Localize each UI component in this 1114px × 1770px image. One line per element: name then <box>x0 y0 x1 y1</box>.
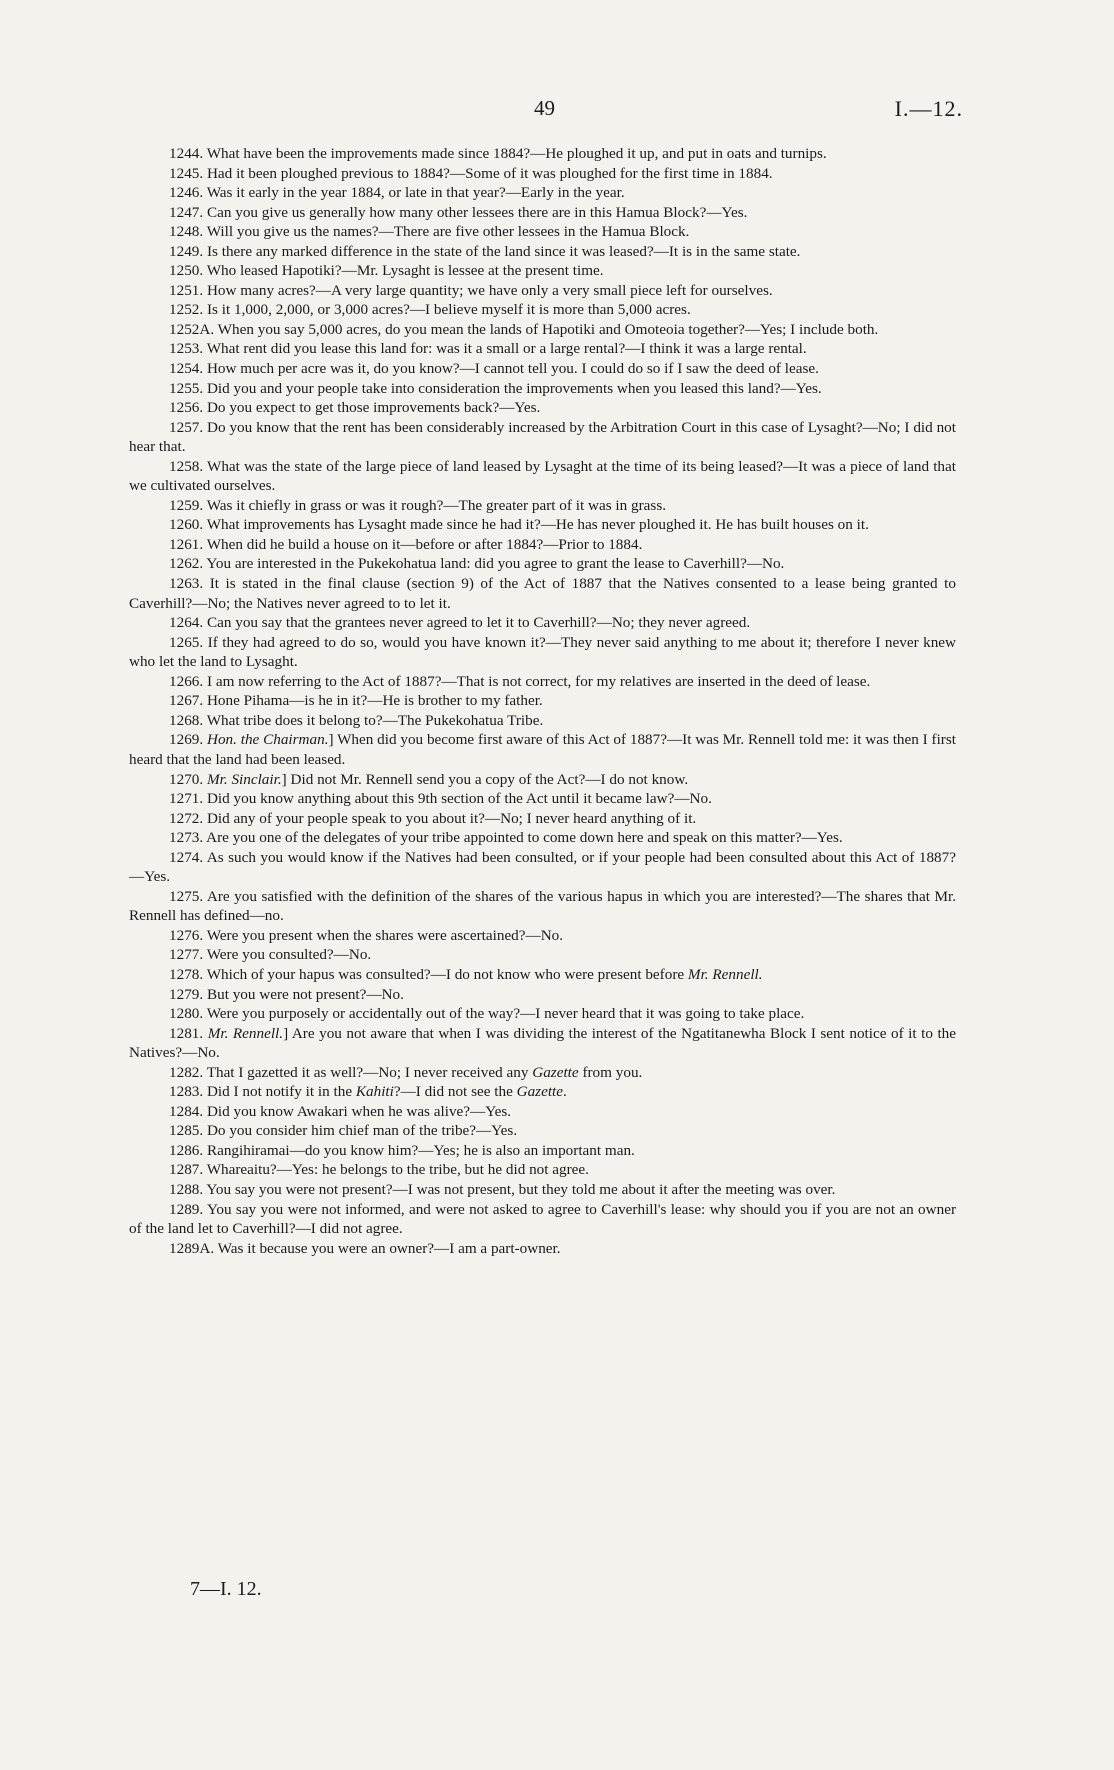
evidence-paragraph: 1257. Do you know that the rent has been considerably increased by the Arbitration Court in this case of Lysaght?—No; I did not hear that. <box>129 418 956 456</box>
evidence-paragraph: 1253. What rent did you lease this land for: was it a small or a large rental?—I think it was a large rental. <box>169 340 807 358</box>
evidence-paragraph: 1245. Had it been ploughed previous to 1884?—Some of it was ploughed for the first time in 1884. <box>169 164 773 182</box>
evidence-paragraph: 1273. Are you one of the delegates of your tribe appointed to come down here and speak on this matter?—Yes. <box>169 829 843 847</box>
evidence-text <box>129 144 956 1258</box>
evidence-paragraph: 1260. What improvements has Lysaght made since he had it?—He has never ploughed it. He has built houses on it. <box>169 516 869 534</box>
evidence-paragraph: 1262. You are interested in the Pukekohatua land: did you agree to grant the lease to Caverhill?—No. <box>169 555 785 573</box>
evidence-paragraph: 1264. Can you say that the grantees never agreed to let it to Caverhill?—No; they never agreed. <box>169 614 751 632</box>
evidence-paragraph: 1267. Hone Pihama—is he in it?—He is brother to my father. <box>169 692 543 710</box>
evidence-paragraph: 1281. Mr. Rennell.] Are you not aware that when I was dividing the interest of the Ngatitanewha Block I sent notice of it to the Natives?—No. <box>129 1024 957 1062</box>
evidence-paragraph: 1247. Can you give us generally how many other lessees there are in this Hamua Block?—Yes. <box>169 203 748 221</box>
evidence-paragraph: 1266. I am now referring to the Act of 1887?—That is not correct, for my relatives are inserted in the deed of lease. <box>169 672 871 690</box>
evidence-paragraph: 1268. What tribe does it belong to?—The Pukekohatua Tribe. <box>169 711 544 729</box>
evidence-paragraph: 1251. How many acres?—A very large quantity; we have only a very small piece left for ourselves. <box>169 281 773 299</box>
evidence-paragraph: 1288. You say you were not present?—I was not present, but they told me about it after the meeting was over. <box>169 1180 836 1198</box>
evidence-paragraph: 1286. Rangihiramai—do you know him?—Yes; he is also an important man. <box>169 1141 635 1159</box>
evidence-paragraph: 1282. That I gazetted it as well?—No; I never received any Gazette from you. <box>169 1063 643 1081</box>
evidence-paragraph: 1256. Do you expect to get those improvements back?—Yes. <box>169 399 541 417</box>
evidence-paragraph: 1258. What was the state of the large piece of land leased by Lysaght at the time of its being leased?—It was a piece of land that we cultivated ourselves. <box>129 457 956 495</box>
evidence-paragraph: 1250. Who leased Hapotiki?—Mr. Lysaght is lessee at the present time. <box>169 262 604 280</box>
evidence-paragraph: 1254. How much per acre was it, do you know?—I cannot tell you. I could do so if I saw the deed of lease. <box>169 360 819 378</box>
evidence-paragraph: 1252A. When you say 5,000 acres, do you mean the lands of Hapotiki and Omoteoia together?—Yes; I include both. <box>169 320 879 338</box>
evidence-paragraph: 1289A. Was it because you were an owner?—I am a part-owner. <box>169 1239 561 1257</box>
page-number: 49 <box>534 96 555 120</box>
evidence-paragraph: 1285. Do you consider him chief man of the tribe?—Yes. <box>169 1122 518 1140</box>
evidence-paragraph: 1249. Is there any marked difference in the state of the land since it was leased?—It is in the same state. <box>169 242 801 260</box>
document-reference: I.—12. <box>894 96 963 121</box>
evidence-paragraph: 1272. Did any of your people speak to you about it?—No; I never heard anything of it. <box>169 809 697 827</box>
evidence-paragraph: 1246. Was it early in the year 1884, or late in that year?—Early in the year. <box>169 184 625 202</box>
evidence-paragraph: 1269. Hon. the Chairman.] When did you become first aware of this Act of 1887?—It was Mr. Rennell told me: it was then I first heard that the land had been leased. <box>129 731 956 768</box>
evidence-paragraph: 1271. Did you know anything about this 9th section of the Act until it became law?—No. <box>169 790 712 808</box>
evidence-paragraph: 1261. When did he build a house on it—before or after 1884?—Prior to 1884. <box>169 535 643 553</box>
evidence-paragraph: 1287. Whareaitu?—Yes: he belongs to the tribe, but he did not agree. <box>169 1161 589 1179</box>
evidence-paragraph: 1270. Mr. Sinclair.] Did not Mr. Rennell send you a copy of the Act?—I do not know. <box>169 770 689 788</box>
printer-signature: 7—I. 12. <box>190 1578 262 1600</box>
evidence-paragraph: 1284. Did you know Awakari when he was alive?—Yes. <box>169 1102 512 1120</box>
evidence-paragraph: 1278. Which of your hapus was consulted?—I do not know who were present before Mr. Rennell. <box>169 965 763 983</box>
evidence-paragraph: 1277. Were you consulted?—No. <box>169 946 372 964</box>
evidence-paragraph: 1244. What have been the improvements made since 1884?—He ploughed it up, and put in oats and turnips. <box>169 145 827 162</box>
evidence-paragraph: 1252. Is it 1,000, 2,000, or 3,000 acres?—I believe myself it is more than 5,000 acres. <box>169 301 691 319</box>
evidence-paragraph: 1276. Were you present when the shares were ascertained?—No. <box>169 926 564 944</box>
evidence-paragraph: 1263. It is stated in the final clause (section 9) of the Act of 1887 that the Natives consented to a lease being granted to Caverhill?—No; the Natives never agreed to to let it. <box>129 575 956 612</box>
evidence-paragraph: 1275. Are you satisfied with the definition of the shares of the various hapus in which you are interested?—The shares that Mr. Rennell has defined—no. <box>129 887 956 925</box>
evidence-paragraph: 1255. Did you and your people take into consideration the improvements when you leased this land?—Yes. <box>169 379 822 397</box>
evidence-paragraph: 1274. As such you would know if the Natives had been consulted, or if your people had been consulted about this Act of 1887?—Yes. <box>129 848 956 886</box>
evidence-paragraph: 1280. Were you purposely or accidentally out of the way?—I never heard that it was going to take place. <box>169 1005 805 1023</box>
evidence-paragraph: 1279. But you were not present?—No. <box>169 985 404 1003</box>
evidence-paragraph: 1283. Did I not notify it in the Kahiti?—I did not see the Gazette. <box>169 1083 567 1101</box>
evidence-paragraph: 1248. Will you give us the names?—There are five other lessees in the Hamua Block. <box>169 223 690 241</box>
evidence-paragraph: 1289. You say you were not informed, and were not asked to agree to Caverhill's lease: why should you if you are not an owner of the land let to Caverhill?—I did not agree. <box>129 1200 956 1238</box>
evidence-paragraph: 1259. Was it chiefly in grass or was it rough?—The greater part of it was in grass. <box>169 496 667 514</box>
evidence-paragraph: 1265. If they had agreed to do so, would you have known it?—They never said anything to me about it; therefore I never knew who let the land to Lysaght. <box>129 633 956 671</box>
